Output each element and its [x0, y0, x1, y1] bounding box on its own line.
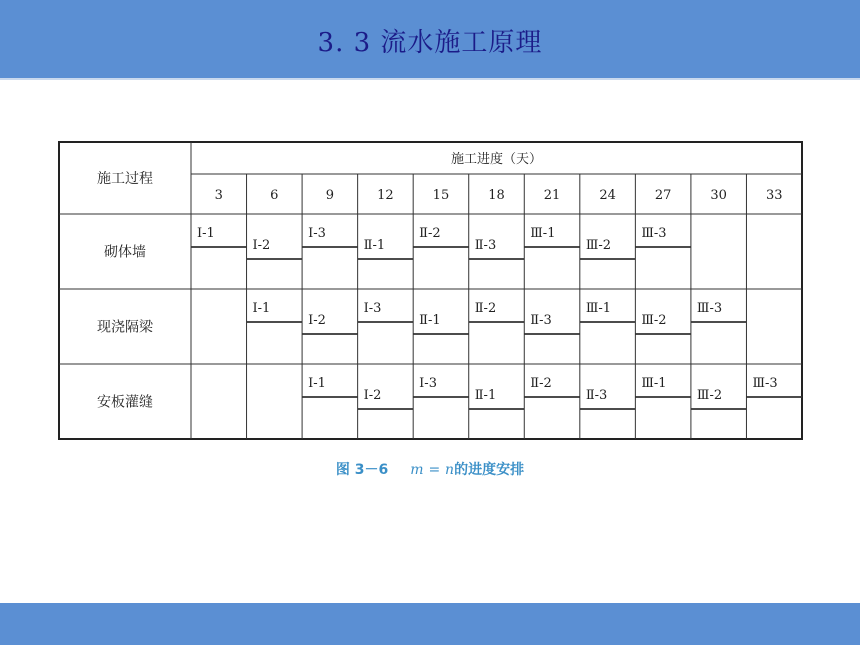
day-label: 3: [214, 188, 223, 203]
segment-label: Ⅰ-1: [252, 301, 271, 316]
segment-label: Ⅰ-3: [308, 226, 326, 241]
day-label: 27: [654, 188, 672, 203]
segment-label: Ⅲ-2: [641, 313, 667, 328]
segment-label: Ⅱ-2: [419, 226, 441, 241]
segment-label: Ⅱ-3: [474, 238, 497, 253]
footer-bar: [0, 603, 860, 645]
segment-label: Ⅰ-2: [252, 238, 271, 253]
schedule-table: [58, 141, 803, 441]
segment-label: Ⅲ-3: [641, 226, 667, 241]
day-label: 12: [377, 188, 394, 203]
process-name: 砌体墙: [104, 244, 146, 261]
segment-label: Ⅱ-2: [474, 301, 497, 316]
caption-text: 的进度安排: [454, 462, 525, 478]
slide-title: 3. 3 流水施工原理: [317, 28, 543, 58]
segment-label: Ⅰ-1: [308, 376, 326, 391]
segment-label: Ⅱ-3: [585, 388, 608, 403]
segment-label: Ⅱ-1: [474, 388, 497, 403]
segment-label: Ⅲ-3: [696, 301, 723, 316]
segment-label: Ⅲ-1: [530, 226, 556, 241]
segment-label: Ⅰ-1: [197, 226, 215, 241]
process-name: 安板灌缝: [97, 394, 153, 411]
segment-label: Ⅱ-2: [530, 376, 552, 391]
day-label: 18: [488, 188, 505, 203]
day-label: 15: [432, 188, 450, 203]
segment-label: Ⅰ-2: [363, 388, 382, 403]
segment-label: Ⅱ-1: [363, 238, 386, 253]
process-name: 现浇隔梁: [97, 319, 153, 336]
segment-label: Ⅲ-3: [752, 376, 778, 391]
segment-label: Ⅲ-2: [696, 388, 723, 403]
segment-label: Ⅲ-1: [641, 376, 667, 391]
day-label: 33: [765, 188, 783, 203]
equals-sign: =: [428, 462, 441, 478]
figure-label: 图 3－6: [335, 462, 389, 478]
row-header-label: 施工过程: [97, 171, 153, 187]
schedule-header-label: 施工进度（天）: [450, 152, 543, 167]
day-label: 9: [325, 188, 335, 203]
segment-label: Ⅱ-3: [530, 313, 552, 328]
day-label: 24: [599, 188, 616, 203]
segment-label: Ⅰ-3: [419, 376, 437, 391]
segment-label: Ⅱ-1: [419, 313, 441, 328]
day-label: 6: [270, 188, 279, 203]
day-label: 30: [710, 188, 727, 203]
var-n: n: [445, 462, 455, 478]
segment-label: Ⅲ-2: [585, 238, 612, 253]
var-m: m: [410, 462, 424, 478]
segment-label: Ⅰ-2: [308, 313, 326, 328]
figure-caption: [0, 459, 860, 479]
schedule-svg: [58, 141, 803, 441]
day-label: 21: [543, 188, 561, 203]
segment-label: Ⅰ-3: [363, 301, 382, 316]
segment-label: Ⅲ-1: [585, 301, 612, 316]
